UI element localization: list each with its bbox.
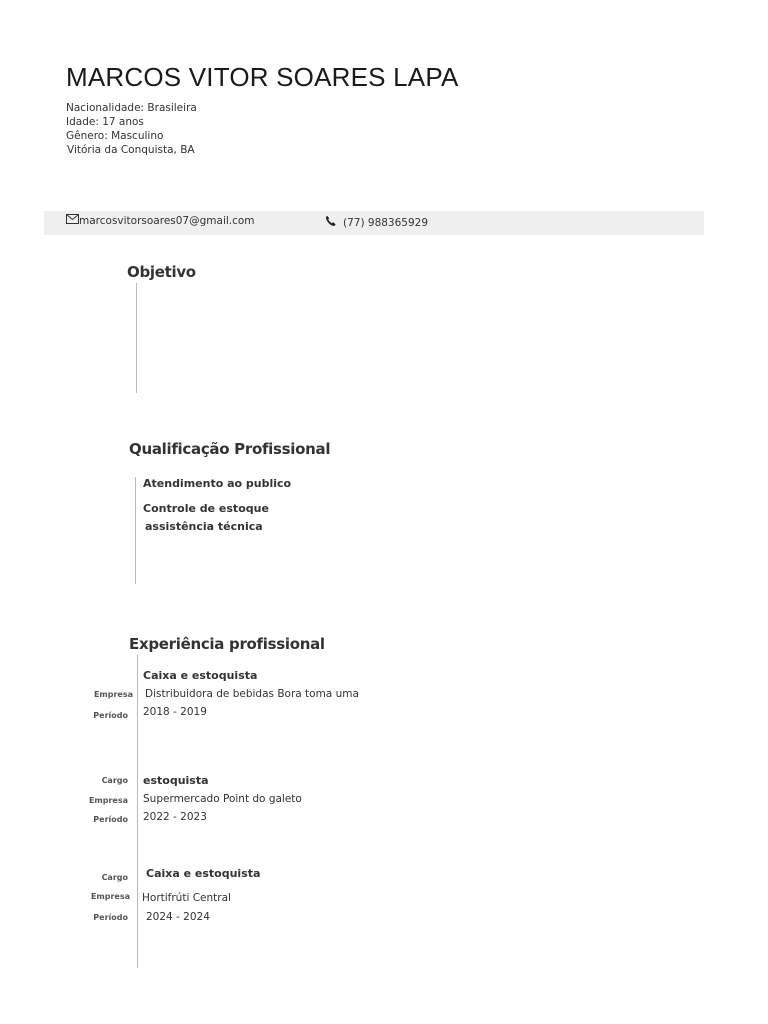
experience-company: Hortifrúti Central — [142, 892, 231, 904]
email-text: marcosvitorsoares07@gmail.com — [79, 215, 255, 227]
email-contact — [66, 214, 255, 228]
gender-text: Gênero: Masculino — [66, 130, 164, 142]
candidate-name: MARCOS VITOR SOARES LAPA — [66, 62, 459, 92]
experience-period: 2022 - 2023 — [143, 811, 207, 823]
experience-role: estoquista — [143, 774, 209, 787]
experience-divider — [137, 655, 138, 968]
company-label: Empresa — [88, 796, 128, 805]
experience-period: 2024 - 2024 — [146, 911, 210, 923]
experience-role: Caixa e estoquista — [143, 669, 258, 682]
experience-period: 2018 - 2019 — [143, 706, 207, 718]
objective-title: Objetivo — [127, 263, 196, 281]
experience-company: Supermercado Point do galeto — [143, 793, 302, 805]
phone-icon — [325, 215, 337, 231]
period-label: Período — [93, 815, 128, 824]
nationality-text: Nacionalidade: Brasileira — [66, 102, 197, 114]
age-text: Idade: 17 anos — [66, 116, 144, 128]
experience-company: Distribuidora de bebidas Bora toma uma — [145, 688, 359, 700]
phone-text: (77) 988365929 — [343, 217, 429, 229]
qualification-item: assistência técnica — [145, 520, 263, 533]
qualification-title: Qualificação Profissional — [129, 440, 331, 458]
qualification-item: Atendimento ao publico — [143, 477, 292, 490]
qualification-divider — [135, 477, 136, 584]
location-text: Vitória da Conquista, BA — [67, 144, 195, 156]
experience-title: Experiência profissional — [129, 635, 325, 653]
period-label: Período — [93, 913, 128, 922]
qualification-item: Controle de estoque — [143, 502, 269, 515]
company-label: Empresa — [93, 690, 133, 699]
objective-divider — [136, 283, 137, 393]
company-label: Empresa — [90, 892, 130, 901]
role-label: Cargo — [101, 873, 128, 882]
role-label: Cargo — [101, 776, 128, 785]
envelope-icon — [66, 214, 79, 228]
period-label: Período — [93, 711, 128, 720]
phone-contact — [325, 215, 428, 231]
experience-role: Caixa e estoquista — [146, 867, 261, 880]
